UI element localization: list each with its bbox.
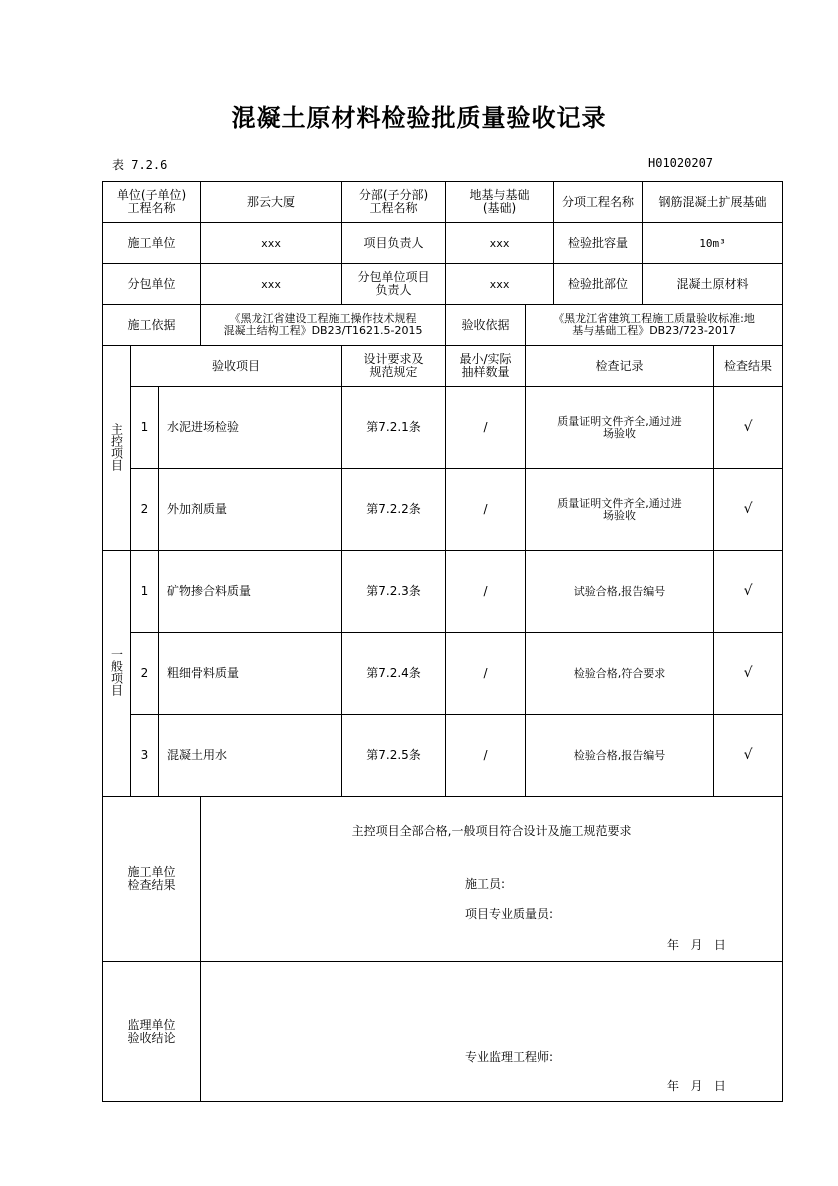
column-item: 验收项目 [131, 346, 342, 387]
item-sample: / [446, 715, 526, 797]
item-result: √ [714, 715, 783, 797]
subitem-name-value: 钢筋混凝土扩展基础 [643, 182, 783, 223]
table-number: 表 7.2.6 [112, 158, 168, 172]
item-result: √ [714, 469, 783, 551]
item-name: 粗细骨料质量 [159, 633, 342, 715]
column-result: 检查结果 [714, 346, 783, 387]
item-record: 试验合格,报告编号 [526, 551, 714, 633]
item-number: 1 [131, 387, 159, 469]
item-clause: 第7.2.3条 [342, 551, 446, 633]
item-clause: 第7.2.1条 [342, 387, 446, 469]
table-row [103, 551, 783, 633]
unit-name-value: 那云大厦 [201, 182, 342, 223]
item-number: 1 [131, 551, 159, 633]
division-name-label: 分部(子分部) 工程名称 [342, 182, 446, 223]
item-record: 检验合格,报告编号 [526, 715, 714, 797]
item-result: √ [714, 551, 783, 633]
contractor-date: 年 月 日 [667, 938, 726, 952]
column-record: 检查记录 [526, 346, 714, 387]
contractor-check-label: 施工单位 检查结果 [103, 797, 201, 962]
main-control-group [103, 346, 131, 551]
item-name: 水泥进场检验 [159, 387, 342, 469]
acceptance-basis-value: 《黑龙江省建筑工程施工质量验收标准:地 基与基础工程》DB23/723-2017 [526, 305, 783, 346]
item-name: 混凝土用水 [159, 715, 342, 797]
subcontractor-pm-label: 分包单位项目 负责人 [342, 264, 446, 305]
main-control-label: 主控项目 [109, 422, 124, 471]
worker-signature-label: 施工员: [465, 877, 506, 891]
inspection-record-table [102, 181, 783, 1102]
item-clause: 第7.2.2条 [342, 469, 446, 551]
table-row [103, 469, 783, 551]
document-code: H01020207 [648, 156, 714, 170]
item-number: 3 [131, 715, 159, 797]
item-sample: / [446, 551, 526, 633]
table-row [103, 387, 783, 469]
batch-part-label: 检验批部位 [554, 264, 643, 305]
item-sample: / [446, 633, 526, 715]
division-name-value: 地基与基础 (基础) [446, 182, 554, 223]
supervisor-check-area [201, 962, 783, 1102]
batch-part-value: 混凝土原材料 [643, 264, 783, 305]
item-clause: 第7.2.5条 [342, 715, 446, 797]
quality-officer-signature-label: 项目专业质量员: [465, 907, 554, 921]
supervisor-date: 年 月 日 [667, 1079, 726, 1093]
subcontractor-pm-value: xxx [446, 264, 554, 305]
item-result: √ [714, 387, 783, 469]
item-record: 质量证明文件齐全,通过进 场验收 [526, 469, 714, 551]
column-sample: 最小/实际 抽样数量 [446, 346, 526, 387]
subcontractor-value: xxx [201, 264, 342, 305]
construction-basis-label: 施工依据 [103, 305, 201, 346]
page-title: 混凝土原材料检验批质量验收记录 [231, 104, 607, 132]
item-sample: / [446, 469, 526, 551]
item-result: √ [714, 633, 783, 715]
item-number: 2 [131, 469, 159, 551]
subcontractor-label: 分包单位 [103, 264, 201, 305]
contractor-check-area [201, 797, 783, 962]
general-group [103, 551, 131, 797]
subitem-name-label: 分项工程名称 [554, 182, 643, 223]
project-manager-value: xxx [446, 223, 554, 264]
supervisor-engineer-signature-label: 专业监理工程师: [465, 1050, 554, 1064]
acceptance-basis-label: 验收依据 [446, 305, 526, 346]
contractor-conclusion: 主控项目全部合格,一般项目符合设计及施工规范要求 [351, 824, 632, 838]
contractor-label: 施工单位 [103, 223, 201, 264]
item-record: 检验合格,符合要求 [526, 633, 714, 715]
supervisor-check-label: 监理单位 验收结论 [103, 962, 201, 1102]
table-row [103, 715, 783, 797]
construction-basis-value: 《黑龙江省建设工程施工操作技术规程 混凝土结构工程》DB23/T1621.5-2015 [201, 305, 446, 346]
project-manager-label: 项目负责人 [342, 223, 446, 264]
general-group-label: 一般项目 [109, 648, 124, 696]
column-design: 设计要求及 规范规定 [342, 346, 446, 387]
batch-capacity-label: 检验批容量 [554, 223, 643, 264]
batch-capacity-value: 10m³ [643, 223, 783, 264]
item-record: 质量证明文件齐全,通过进 场验收 [526, 387, 714, 469]
item-name: 外加剂质量 [159, 469, 342, 551]
contractor-value: xxx [201, 223, 342, 264]
unit-name-label: 单位(子单位) 工程名称 [103, 182, 201, 223]
table-row [103, 633, 783, 715]
item-name: 矿物掺合料质量 [159, 551, 342, 633]
item-sample: / [446, 387, 526, 469]
item-clause: 第7.2.4条 [342, 633, 446, 715]
item-number: 2 [131, 633, 159, 715]
